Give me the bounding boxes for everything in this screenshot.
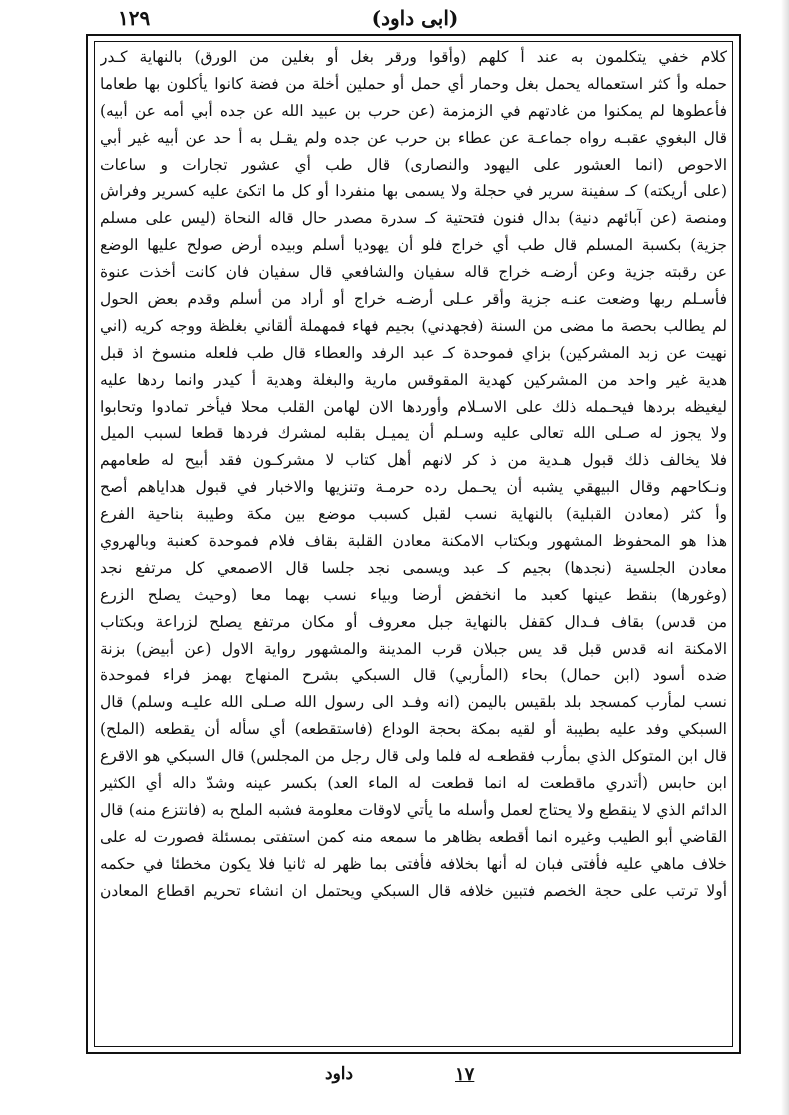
text-line: نهيت عن زبد المشركين) بزاي فموحدة كـ عبد الرفد والعطاء قال طب فلعله منسوخ اذ قبل bbox=[100, 343, 727, 362]
text-line: من قدس) بقاف فـدال كقفل بالنهاية جبل معروف أو مكان مرتفع يصلح لزراعة وبكتاب bbox=[100, 612, 727, 631]
text-line: الاحوص (انما العشور على اليهود والنصارى) قال طب أي عشور تجارات و ساعات bbox=[100, 155, 727, 174]
text-line: وأ كثر (معادن القبلية) بالنهاية نسب لقبل كسبب موضع بين مكة وطيبة بناحية الفرع bbox=[100, 505, 727, 524]
page-number: ١٢٩ bbox=[118, 6, 151, 30]
text-line: ابن حابس (أتدري ماقطعت له انما قطعت له الماء العد) بكسر عينه وشدّ داله أي الكثير bbox=[100, 774, 727, 793]
text-line: ليغيظه بردها فيحـمله ذلك على الاسـلام وأوردها الان لهامن القلب محلا فيأخر تمادوا وتحابوا bbox=[100, 397, 727, 416]
text-line: (وغورها) بنقط عينها كعبد ما انخفض أرضا وبياء نسب بهما معا (وحيث يصلح الزرع bbox=[100, 585, 727, 604]
text-line: عن رقبته جزية وعن أرضـه خراج قاله سفيان والشافعي قال سفيان فان كانت أخذت عنوة bbox=[100, 263, 727, 282]
text-line: هذا هو المحفوظ المشهور وبكتاب الامكنة معادن القلبة بقاف فلام فموحدة كعنبة وبالهروي bbox=[100, 532, 727, 551]
text-line: (على أريكته) كـ سفينة سرير في حجلة ولا يسمى بها منفردا أو كل ما اتكئ عليه كسرير وفراش bbox=[100, 182, 727, 201]
text-line: السبكي وفد عليه بطيبة أو لقيه بمكة بحجة الوداع (فاستقطعه) أي سأله أن يقطعه (الملح) bbox=[100, 720, 727, 739]
text-line: ولا يجوز له صـلى الله تعالى عليه وسـلم أن يميـل بقلبه لمشرك فردها قطعا لسبب الميل bbox=[100, 424, 727, 443]
text-line: قال البغوي عقبـه رواه جماعـة عن عطاء بن حرب عن جده ولم يقـل به أ حد عن أبيه غير أبي bbox=[100, 128, 727, 147]
sheet-number: ١٧ bbox=[455, 1064, 475, 1085]
text-line: القاضي أبو الطيب وغيره انما أقطعه بظاهر ما سمعه منه كمن استفتى بمسئلة فصورت له على bbox=[100, 827, 727, 846]
text-line: خلاف ماهي عليه فأفتى فبان له أنها بخلافه فأفتى بما ظهر له ثانيا فلا يكون مخطئا في حكمه bbox=[100, 854, 727, 873]
text-line: ونـكاحهم وقال البيهقي يشبه أن يحـمل رده حرمـة وتنزيها والاخبار في قبول هداياهم أصح bbox=[100, 478, 727, 497]
commentary-text-block bbox=[100, 44, 727, 1044]
text-line: فأسـلم ربها وضعت عنـه جزية وأقر عـلى أرضـه خراج أو أراد من أسلم وقدم بعض الحول bbox=[100, 290, 727, 309]
text-line: هدية غير واحد من المشركين كهدية المقوقس مارية والبغلة وهدية أ كيدر وانما ردها عليه bbox=[100, 370, 727, 389]
text-line: ضده أسود (ابن حمال) بحاء (المأربي) قال السبكي بشرح المنهاج بهمز فراء فموحدة bbox=[100, 666, 727, 685]
text-line: قال ابن المتوكل الذي بمأرب فقطعـه له فلما ولى قال رجل من المجلس) قال السبكي هو الاقرع bbox=[100, 747, 727, 766]
scan-edge-shadow bbox=[781, 0, 789, 1115]
text-line: فأعطوها لم يمكنوا من غادتهم في الزمزمة (عن حرب بن عبيد الله عن جده أبي أمه عن أبيه) bbox=[100, 101, 727, 120]
text-line: كلام خفي يتكلمون به عند أ كلهم (وأقوا ورقر بغل أو بغلين من الورق) بالنهاية كـدر bbox=[100, 48, 727, 66]
text-line: نسب لمأرب كمسجد بلد بلقيس باليمن (انه وفـد الى رسول الله صـلى الله عليـه وسلم) قال bbox=[100, 693, 727, 712]
text-line: الامكنة انه قدس قبل قد يس جبلان قرب المدينة والمشهور رواية الاول (عن أبيض) بزنة bbox=[100, 639, 727, 658]
text-line: حمله وأ كثر استعماله يحمل بغل وحمار أي حمل أو حملين أخلة من فضة كانوا يأكلون بها طعاما bbox=[100, 74, 727, 93]
text-line: ومنصة (عن آبائهم دنية) بدال فنون فتحتية كـ سدرة مصدر حال قاله النحاة (ليس على مسلم bbox=[100, 209, 727, 228]
running-head: (ابى داود) bbox=[371, 6, 459, 30]
text-line: معادن الجلسية (نجدها) بجيم كـ عبد ويسمى نجد جلسا قال الاصمعي كل مرتفع نجد bbox=[100, 558, 727, 577]
footer bbox=[0, 1062, 789, 1102]
text-line: الدائم الذي لا ينقطع ولا يحتاج لعمل وأسله ما يأتي لاوقات معلومة فشبه الملح به (فانتزع منه) قال bbox=[100, 800, 727, 819]
signature-mark: داود bbox=[325, 1064, 354, 1084]
text-line: جزية) بكسبة المسلم قال طب أي خراج فلو أن يهوديا أسلم وبيده أرض صولح عليها الوضع bbox=[100, 236, 727, 255]
text-line: لم يطالب بحصة ما مضى من السنة (فجهدني) بجيم فهاء فمهملة ألقاني بغلظة ووجه كريه (اني bbox=[100, 316, 727, 335]
text-line: أولا ترتب على حجة الخصم فتبين خلافه قال السبكي ويحتمل ان انشاء تحريم اقطاع المعادن bbox=[100, 881, 727, 900]
text-line: فلا يخالف ذلك قبول هـدية من ذ كر لانهم أهل كتاب لا مشركـون فقد أبيح له طعامهم bbox=[100, 451, 727, 470]
